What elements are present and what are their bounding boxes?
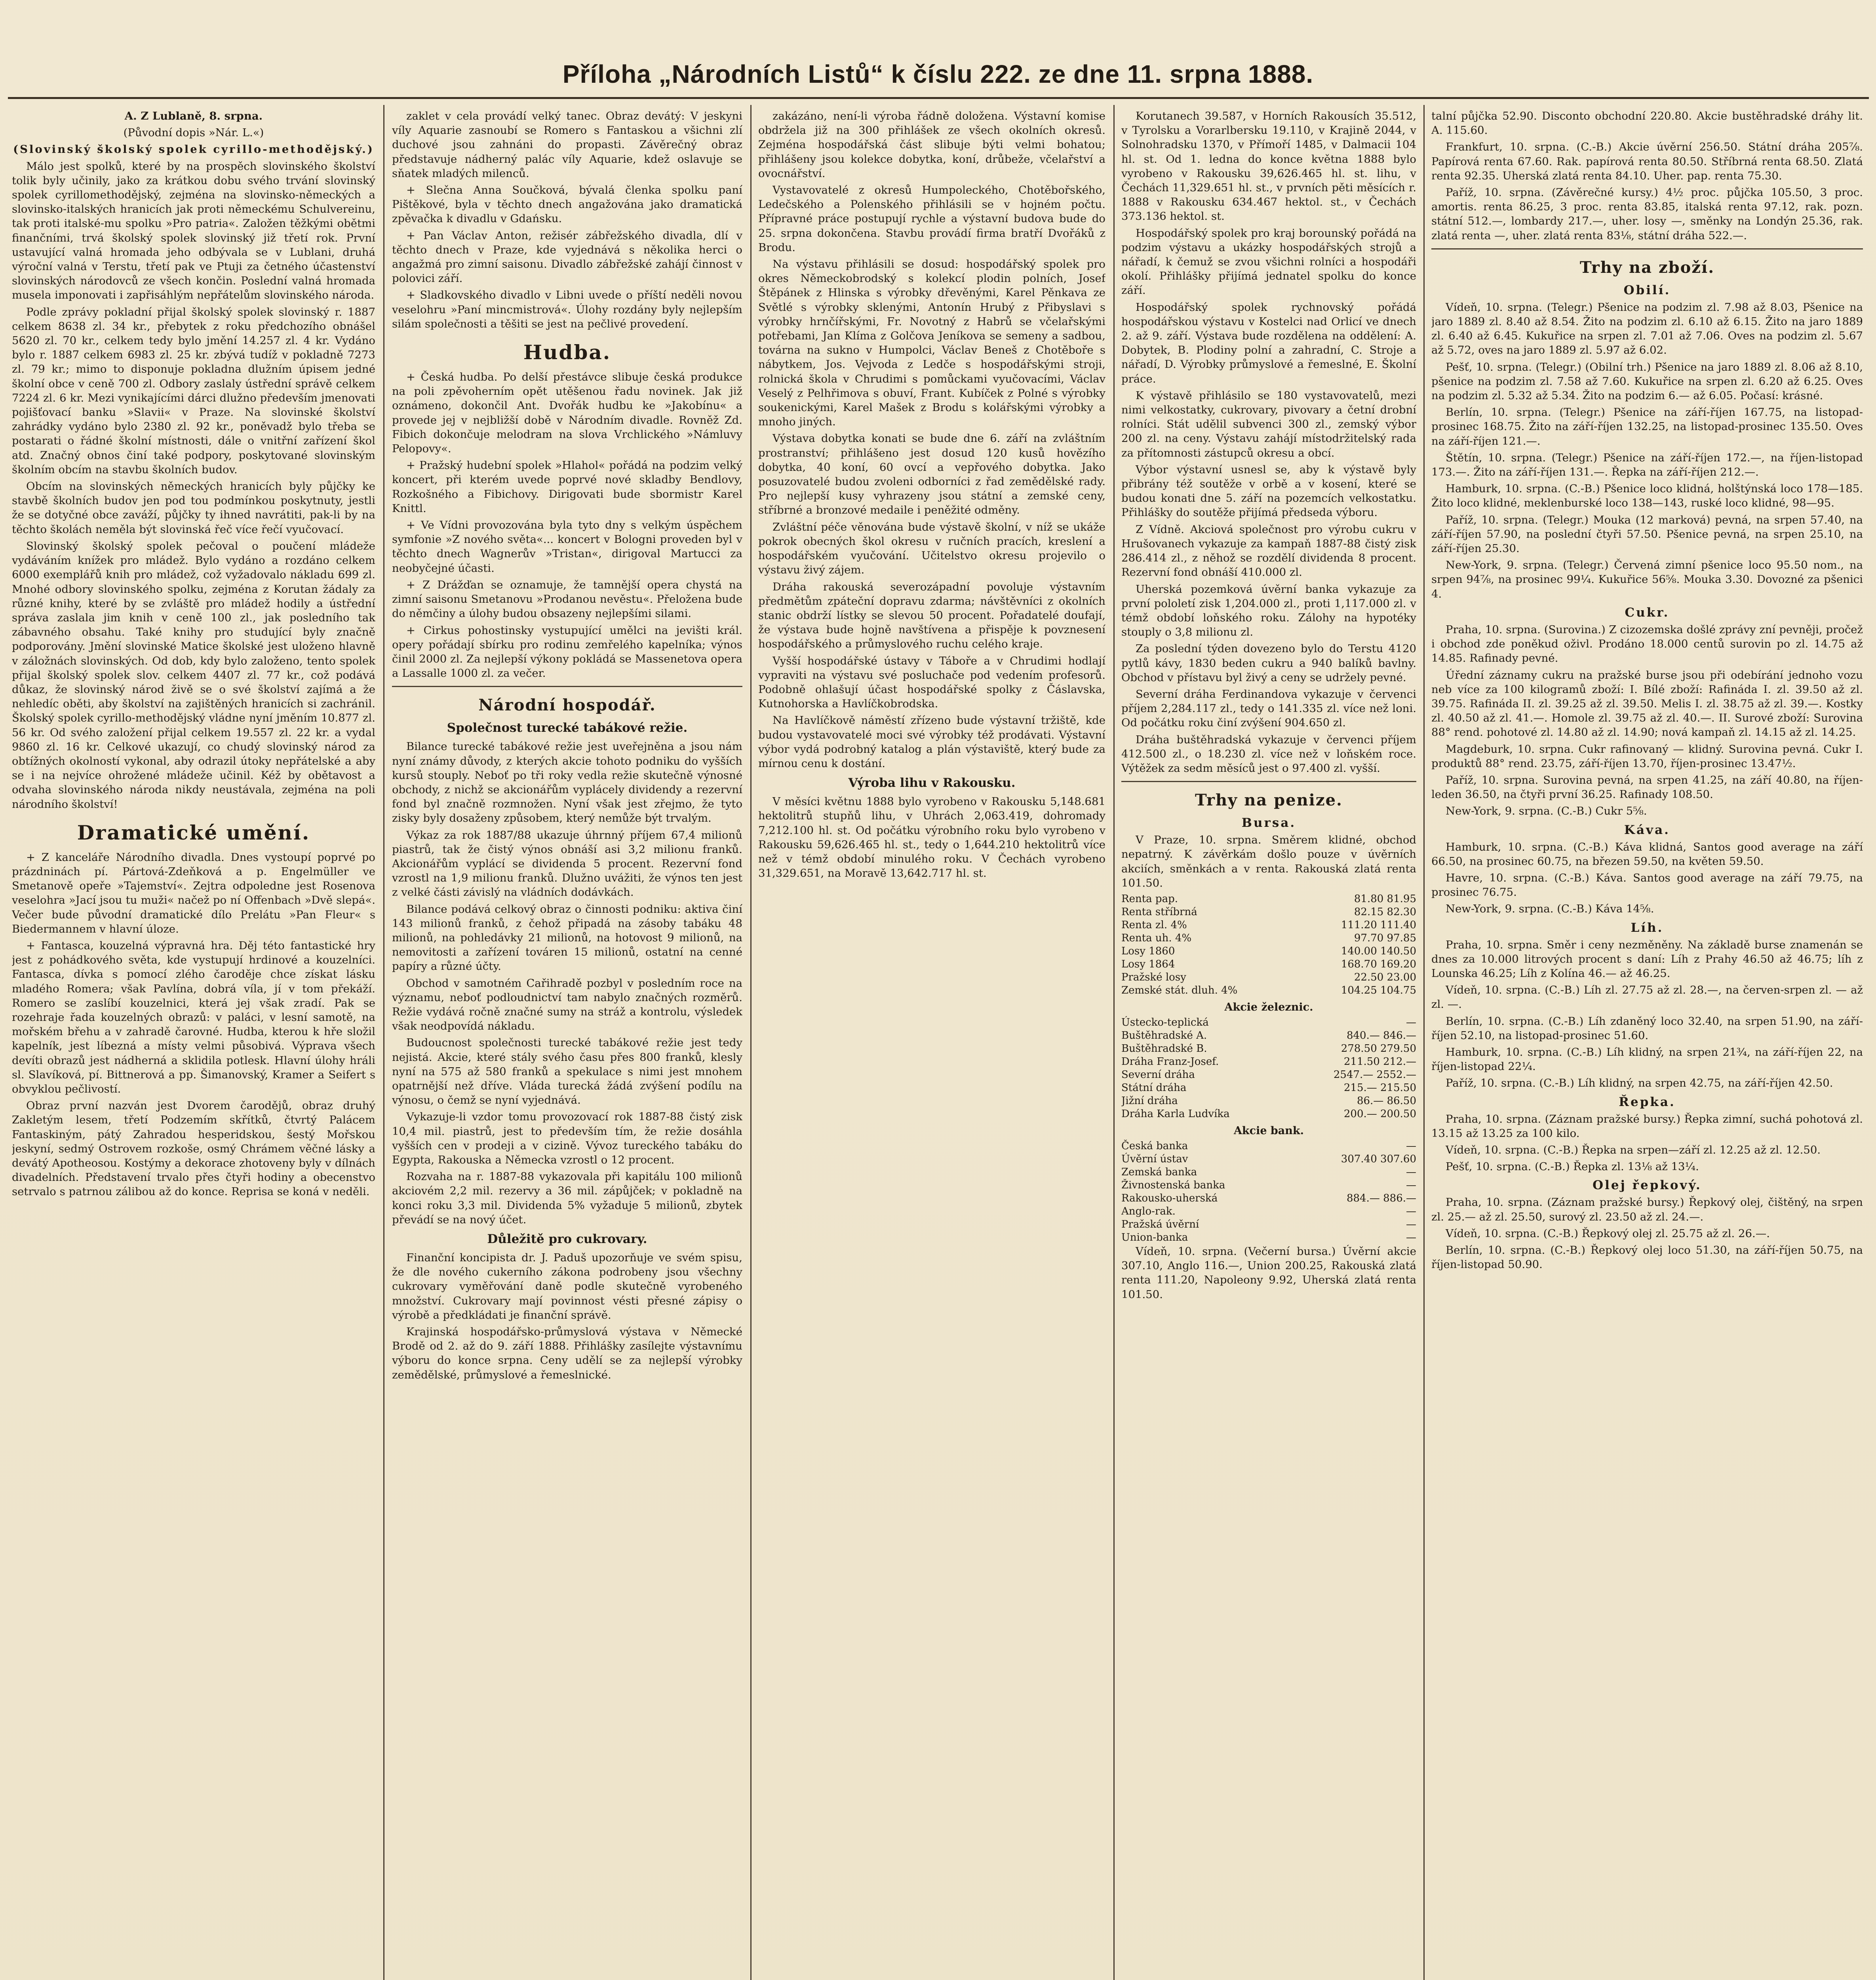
separator: [1121, 781, 1416, 782]
paragraph: Dráha buštěhradská vykazuje v červenci příjem 412.500 zl., o 18.230 zl. více než v loňském roce. Výtěžek za sedm měsíců jest o 97.400 zl. vyšší.: [1121, 733, 1416, 775]
column-5: [1431, 109, 1863, 1980]
paragraph: Zvláštní péče věnována bude výstavě školní, v níž se ukáže pokrok obecných škol okresu v ručních pracích, kreslení a hospodářském vyučování. Učitelstvo okresu projevilo o výstavu živý zájem.: [758, 520, 1105, 577]
column-divider: [1423, 105, 1425, 1980]
paragraph: Berlín, 10. srpna. (C.-B.) Líh zdaněný loco 32.40, na srpen 51.90, na září-říjen 52.10, na listopad-prosinec 51.60.: [1431, 1015, 1863, 1042]
paragraph: New-York, 9. srpna. (C.-B.) Cukr 5⅝.: [1446, 805, 1647, 818]
section-heading-economy: Národní hospodář.: [478, 696, 656, 715]
bank-table: [1121, 1140, 1416, 1244]
paragraph: Vídeň, 10. srpna. (Telegr.) Pšenice na podzim zl. 7.98 až 8.03, Pšenice na jaro 1889 zl. 8.40 až 8.54. Žito na podzim zl. 6.10 až 6.15. Žito na jaro 1889 zl. 6.40 až 6.45. Kukuřice na srpen zl. 7.01 až 7.06. Oves na podzim zl. 5.67 až 5.72, oves na jaro 1889 zl. 5.97 až 6.02.: [1431, 301, 1863, 357]
paragraph: Hamburk, 10. srpna. (C.-B.) Pšenice loco klidná, holštýnská loco 178—185. Žito loco klidné, meklenburské loco 138—143, ruské loco klidné, 98—95.: [1431, 482, 1863, 510]
paragraph: New-York, 9. srpna. (Telegr.) Červená zimní pšenice loco 95.50 nom., na srpen 94⅞, na prosinec 99¼. Kukuřice 56⅝. Mouka 3.30. Dovozné za pšenici 4.: [1431, 559, 1863, 600]
paragraph: Magdeburk, 10. srpna. Cukr rafinovaný — klidný. Surovina pevná. Cukr I. produktů 88° rend. 23.75, září-říjen 13.70, říjen-prosinec 13.47½.: [1431, 742, 1863, 770]
source-note: (Původní dopis »Nár. L.«): [123, 126, 264, 139]
paragraph: Berlín, 10. srpna. (Telegr.) Pšenice na září-říjen 167.75, na listopad-prosinec 168.75. Žito na září-říjen 132.25, na listopad-prosinec 135.50. Oves na září-říjen 121.—.: [1431, 406, 1863, 447]
table-row: Anglo-rak. —: [1121, 1205, 1416, 1217]
subheading-spirit: Líh.: [1631, 920, 1664, 935]
paragraph: + Pan Václav Anton, režisér zábřežského divadla, dlí v těchto dnech v Praze, kde vyjednává s několika herci o angažmá pro zimní saisonu. Divadlo zábřežské zahájí činnost v polovici září.: [392, 229, 742, 285]
paragraph: + Ve Vídni provozována byla tyto dny s velkým úspěchem symfonie »Z nového světa«... koncert v Bologni proveden byl v těchto dnech Wagnerův »Tristan«, dirigoval Martucci za neobyčejné účasti.: [392, 519, 742, 575]
paragraph: Za poslední týden dovezeno bylo do Terstu 4120 pytlů kávy, 1830 beden cukru a 940 balíků bavlny. Obchod v přístavu byl živý a ceny se udržely pevné.: [1121, 642, 1416, 684]
paragraph: Paříž, 10. srpna. (Telegr.) Mouka (12 marková) pevná, na srpen 57.40, na září-říjen 57.90, na poslední čtyři 57.50. Pšenice pevná, na srpen 25.10, na září-říjen 25.30.: [1431, 513, 1863, 555]
subheading-coffee: Káva.: [1624, 822, 1670, 837]
paragraph: Hamburk, 10. srpna. (C.-B.) Káva klidná, Santos good average na září 66.50, na prosinec 60.75, na březen 59.50, na květen 59.50.: [1431, 840, 1863, 868]
paragraph: Bilance turecké tabákové režie jest uveřejněna a jsou nám nyní známy důvody, z kterých akcie tohoto podniku do vyšších kursů stouply. Neboť po tři roky vedla režie skutečně výnosné obchody, z nichž se akcionářům vyplácely dividendy a rezervní fond byl značně rozmnožen. Nyní však jest zřejmo, že tyto zisky byly dosaženy způsobem, který nemůže být trvalým.: [392, 740, 742, 825]
subheading-bourse: Bursa.: [1241, 816, 1296, 830]
column-divider: [383, 105, 384, 1980]
table-row: Losy 1860 140.00 140.50: [1121, 945, 1416, 957]
paragraph: + Sladkovského divadlo v Libni uvede o příští neděli novou veselohru »Paní mincmistrová«. Úlohy rozdány byly nejlepším silám společnosti a těšiti se jest na pečlivé provedení.: [392, 289, 742, 330]
paragraph: Praha, 10. srpna. Směr i ceny nezměněny. Na základě burse znamenán se dnes za 10.000 litrových procent s daní: Líh z Prahy 46.50 až 46.75; líh z Lounska 46.25; Líh z Kolína 46.— až 46.25.: [1431, 938, 1863, 980]
table-row: Union-banka —: [1121, 1231, 1416, 1243]
paragraph: Finanční koncipista dr. J. Paduš upozorňuje ve svém spisu, že dle nového cukerního zákona podrobeny jsou všechny cukrovary vyměřování daně podle skutečně vyrobeného množství. Cukrovary mají povinnost vésti přesné zápisy o výrobě a předkládati je finanční správě.: [392, 1251, 742, 1321]
table-row: Buštěhradské B. 278.50 279.50: [1121, 1042, 1416, 1055]
table-row: Renta uh. 4% 97.70 97.85: [1121, 932, 1416, 944]
separator: [1431, 248, 1863, 249]
table-row: Živnostenská banka —: [1121, 1179, 1416, 1191]
table-row: Severní dráha 2547.— 2552.—: [1121, 1068, 1416, 1081]
paragraph: Paříž, 10. srpna. Surovina pevná, na srpen 41.25, na září 40.80, na říjen-leden 36.50, na čtyři první 36.25. Rafinady 108.50.: [1431, 773, 1863, 801]
paragraph: V měsíci květnu 1888 bylo vyrobeno v Rakousku 5,148.681 hektolitrů stupňů lihu, v Uhrách 2,063.419, dohromady 7,212.100 hl. st. Od počátku výrobního roku bylo vyrobeno v Rakousku 59,626.465 hl. st., tedy o 1,644.210 hektolitrů více než v témž období minulého roku. V Čechách vyrobeno 31,329.651, na Moravě 13,642.717 hl. st.: [758, 795, 1105, 880]
paragraph: Dráha rakouská severozápadní povoluje výstavním předmětům zpáteční dopravu zdarma; návštěvníci z okolních stanic obdrží lístky se slevou 50 procent. Pořadatelé doufají, že výstava bude hojně navštívena a přispěje k povznesení hospodářského a průmyslového ruchu celého kraje.: [758, 580, 1105, 651]
column-divider: [1113, 105, 1115, 1980]
paragraph: + Fantasca, kouzelná výpravná hra. Děj této fantastické hry jest z pohádkového světa, kde vystupují hrdinové a kouzelníci. Fantasca, dívka s pomocí zlého čaroděje chce získat lásku mladého Romera; však Pavlína, dobrá víla, jí v tom překáží. Romero se zaslíbí kouzelnici, která jej však zradí. Pak se rozehraje řada kouzelných obrazů: v paláci, v lesní samotě, na mořském břehu a v zahradě čarovné. Hudba, kterou k hře složil kapelník, jest líbezná a místy velmi působivá. Výprava všech devíti obrazů jest nádherná a sklidila potlesk. Hlavní úlohy hráli sl. Slavíková, pí. Bittnerová a pp. Šimanovský, Kramer a Seifert s obvyklou pečlivostí.: [12, 939, 375, 1095]
table-heading: Akcie bank.: [1233, 1124, 1304, 1137]
column-4: [1121, 109, 1416, 1980]
paragraph: K výstavě přihlásilo se 180 vystavovatelů, mezi nimi velkostatky, cukrovary, pivovary a četní drobní rolníci. Stát udělil subvenci 300 zl., zemský výbor 200 zl. na ceny. Výstavu zahájí místodržitelský rada za přítomnosti zástupců okresu a obcí.: [1121, 389, 1416, 459]
paragraph: Hospodářský spolek pro kraj borounský pořádá na podzim výstavu a ukázky hospodářských strojů a nářadí, k čemuž se zvou všichni rolníci a hospodáři okolí. Přihlášky přijímá jednatel spolku do konce září.: [1121, 227, 1416, 297]
table-row: Renta stříbrná 82.15 82.30: [1121, 906, 1416, 918]
paragraph: Pešť, 10. srpna. (C.-B.) Řepka zl. 13⅛ až 13¼.: [1446, 1160, 1699, 1173]
paragraph: Na Havlíčkově náměstí zřízeno bude výstavní tržiště, kde budou vystavovatelé moci své výrobky též prodávati. Výstavní výbor vydá podrobný katalog a plán výstaviště, který bude za mírnou cenu k dostání.: [758, 714, 1105, 770]
paragraph: + Česká hudba. Po delší přestávce slibuje česká produkce na poli zpěvoherním opět utěšenou řadu novinek. Jak již oznámeno, dokončil Ant. Dvořák hudbu ke »Jakobínu« a provede jej v nejbližší době v Národním divadle. Rovněž Zd. Fibich dokončuje melodram na slova Vrchlického »Námluvy Pelopovy«.: [392, 371, 742, 455]
paragraph: Paříž, 10. srpna. (Závěrečné kursy.) 4½ proc. půjčka 105.50, 3 proc. amortis. renta 86.25, 3 proc. renta 83.85, italská renta 97.12, rak. pozn. státní 512.—, lombardy 217.—, uher. losy —, směnky na Londýn 25.36, rak. zlatá renta —, uher. zlatá renta 83⅛, státní dráha 522.—.: [1431, 186, 1863, 242]
paragraph: Bilance podává celkový obraz o činnosti podniku: aktiva činí 143 milionů franků, z čehož připadá na zásoby tabáku 48 milionů, na pohledávky 21 milionů, na hotovost 9 milionů, na nemovitosti a zařízení továren 15 milionů, ostatní na cenné papíry a různé účty.: [392, 902, 742, 973]
masthead: Příloha „Národních Listů“ k číslu 222. ze dne 11. srpna 1888.: [562, 60, 1314, 88]
paragraph: zaklet v cela provádí velký tanec. Obraz devátý: V jeskyni víly Aquarie zasnoubí se Romero s Fantaskou a všichni zlí duchové jsou zahnáni do propasti. Závěrečný obraz představuje nádherný palác víly Aquarie, kdež oslavuje se sňatek mladých milenců.: [392, 110, 742, 180]
paragraph: Vídeň, 10. srpna. (Večerní bursa.) Úvěrní akcie 307.10, Anglo 116.—, Union 200.25, Rakouská zlatá renta 111.20, Napoleony 9.92, Uherská zlatá renta 101.50.: [1121, 1245, 1416, 1301]
table-row: Úvěrní ústav 307.40 307.60: [1121, 1153, 1416, 1165]
paragraph: V Praze, 10. srpna. Směrem klidné, obchod nepatrný. K závěrkám došlo pouze v úvěrních akciích, směnkách a v renta. Rakouská zlatá renta 101.50.: [1121, 834, 1416, 889]
paragraph: Výkaz za rok 1887/88 ukazuje úhrnný příjem 67,4 milionů piastrů, tak že čistý výnos obnáší asi 3,2 milionu franků. Akcionářům vyplácí se dividenda 5 procent. Rezervní fond vzrostl na 1,9 milionu franků. Dlužno uvážiti, že výnos ten jest z velké části závislý na vládních dodávkách.: [392, 828, 742, 899]
paragraph: Praha, 10. srpna. (Záznam pražské bursy.) Řepka zimní, suchá pohotová zl. 13.15 až 13.25 za 100 kilo.: [1431, 1112, 1863, 1140]
paragraph: Na výstavu přihlásili se dosud: hospodářský spolek pro okres Německobrodský s kolekcí plodin polních, Josef Štěpánek z Hlinska s výrobky dřevěnými, Karel Pěnkava ze Světlé s výrobky sklenými, Antonín Hrubý z Přibyslavi s výrobky hrnčířskými, Fr. Novotný z Habrů se včelařskými potřebami, Jan Klíma z Golčova Jeníkova se semeny a sadbou, továrna na sukno v Humpolci, Václav Beneš z Chotěboře s nábytkem, Jos. Vejvoda z Ledče s hospodářskými stroji, rolnická škola v Chrudimi s pomůckami vyučovacími, Václav Veselý z Pelhřimova s obuví, Frant. Kubíček z Polné s výrobky soukenickými, Karel Mašek z Brodu s kolářskými výrobky a mnoho jiných.: [758, 258, 1105, 428]
paragraph: Uherská pozemková úvěrní banka vykazuje za první pololetí zisk 1,204.000 zl., proti 1,117.000 zl. v témž období loňského roku. Zálohy na hypotéky stouply o 3,8 milionu zl.: [1121, 583, 1416, 639]
paragraph: Praha, 10. srpna. (Surovina.) Z cizozemska došlé zprávy zní pevněji, pročež i obchod zde poněkud oživl. Prodáno 18.000 centů surovin po zl. 14.75 až 14.85. Rafinady pevné.: [1431, 623, 1863, 665]
paragraph: Severní dráha Ferdinandova vykazuje v červenci příjem 2,284.117 zl., tedy o 141.335 zl. více než loni. Od počátku roku činí zvýšení 904.650 zl.: [1121, 687, 1416, 729]
paragraph: Budoucnost společnosti turecké tabákové režie jest tedy nejistá. Akcie, které stály svého času přes 800 franků, klesly nyní na 575 až 580 franků a spekulace s nimi jest mnohem opatrnější než dříve. Vláda turecká žádá zvýšení podílu na výnosu, o čemž se nyní vyjednává.: [392, 1036, 742, 1107]
paragraph: Vyšší hospodářské ústavy v Táboře a v Chrudimi hodlají vypraviti na výstavu své posluchače pod vedením profesorů. Podobně ohlašují účast hospodářské spolky z Čáslavska, Kutnohorska a Havlíčkobrodska.: [758, 654, 1105, 710]
paragraph: + Slečna Anna Součková, bývalá členka spolku paní Pištěkové, byla v těchto dnech angažována jako dramatická zpěvačka k divadlu v Gdańsku.: [392, 184, 742, 225]
paragraph: Rozvaha na r. 1887-88 vykazovala při kapitálu 100 milionů akciovém 2,2 mil. rezervy a 36 mil. zápůjček; v pokladně na konci roku 3,3 mil. Dividenda 5% vyžaduje 5 milionů, zbytek převádí se na nový účet.: [392, 1170, 742, 1226]
paragraph: Štětín, 10. srpna. (Telegr.) Pšenice na září-říjen 172.—, na říjen-listopad 173.—. Žito na září-říjen 131.—. Řepka na září-říjen 212.—.: [1431, 451, 1863, 479]
column-1: [12, 109, 375, 1980]
paragraph: + Pražský hudební spolek »Hlahol« pořádá na podzim velký koncert, při kterém uvede poprvé nové skladby Bendlovy, Rozkošného a Fibichovy. Dirigovati bude sbormistr Karel Knittl.: [392, 459, 742, 515]
paragraph: Podle zprávy pokladní přijal školský spolek slovinský r. 1887 celkem 8638 zl. 34 kr., přebytek z roku předchozího obnášel 5620 zl. 70 kr., celkem tedy bylo jmění 14.257 zl. 4 kr. Vydáno bylo r. 1887 celkem 6983 zl. 25 kr. zbývá tudíž v pokladně 7273 zl. 79 kr.; mimo to disponuje pokladna dlužním úpisem jedné školní obce v ceně 700 zl. Odbory zaslaly ústřední správě celkem 7224 zl. 6 kr. Mezi vynikajícími dárci dlužno především jmenovati pojišťovací banku »Slavii« v Praze. Na slovinské školství zahrádky vydáno bylo 2380 zl. 92 kr., poněvadž bylo třeba se postarati o řádné školní místnosti, dále o vnitřní zařízení škol atd. Značný obnos činí také podpory, poskytované slovinským školním obcím na stavbu školních budov.: [12, 305, 375, 476]
article-headline: (Slovinský školský spolek cyrillo-methodějský.): [13, 143, 374, 156]
table-row: Ústecko-teplická —: [1121, 1016, 1416, 1028]
paragraph: Korutanech 39.587, v Horních Rakousích 35.512, v Tyrolsku a Vorarlbersku 19.110, v Krajině 2044, v Solnohradsku 1370, v Přímoří 1485, v Dalmacii 104 hl. st. Od 1. ledna do konce května 1888 bylo vyrobeno v Rakousku 39,626.465 hl. st. lihu, v Čechách 11,329.651 hl. st., v prvních pěti měsících r. 1888 v Rakousku 634.467 hektol. st., v Čechách 373.136 hektol. st.: [1121, 110, 1416, 223]
subheading-sugar: Cukr.: [1625, 605, 1670, 620]
paragraph: Obchod v samotném Cařihradě pozbyl v posledním roce na významu, neboť podloudnictví tam nabylo značných rozměrů. Režie vydává ročně značné sumy na stráž a kontrolu, výsledek však neodpovídá nákladu.: [392, 977, 742, 1033]
paragraph: Hospodářský spolek rychnovský pořádá hospodářskou výstavu v Kostelci nad Orlicí ve dnech 2. až 9. září. Výstava bude rozdělena na oddělení: A. Dobytek, B. Plodiny polní a zahradní, C. Stroje a nářadí, D. Výrobky průmyslové a řemeslné, E. Školní práce.: [1121, 301, 1416, 385]
paragraph: Praha, 10. srpna. (Záznam pražské bursy.) Řepkový olej, čištěný, na srpen zl. 25.— až zl. 25.50, surový zl. 23.50 až zl. 24.—.: [1431, 1196, 1863, 1223]
section-heading-money: Trhy na penize.: [1195, 791, 1343, 810]
article-subheading: Společnost turecké tabákové režie.: [447, 721, 688, 735]
railway-table: [1121, 1016, 1416, 1121]
section-heading-music: Hudba.: [523, 341, 611, 364]
table-row: Státní dráha 215.— 215.50: [1121, 1081, 1416, 1094]
paragraph: Pešť, 10. srpna. (Telegr.) (Obilní trh.) Pšenice na jaro 1889 zl. 8.06 až 8.10, pšenice na podzim zl. 7.58 až 7.60. Kukuřice na srpen zl. 6.20 až 6.25. Oves na podzim zl. 5.32 až 5.34. Žito na podzim 6.— až 6.05. Počasí: krásné.: [1431, 360, 1863, 402]
paragraph: Výbor výstavní usnesl se, aby k výstavě byly přibrány též soutěže v orbě a v kosení, které se budou konati dne 5. září na pozemcích velkostatku. Přihlášky do soutěže přijímá předseda výboru.: [1121, 463, 1416, 519]
paragraph: Z Vídně. Akciová společnost pro výrobu cukru v Hrušovanech vykazuje za kampaň 1887-88 čistý zisk 286.414 zl., z něhož se rozdělí dividenda 8 procent. Rezervní fond obnáší 410.000 zl.: [1121, 523, 1416, 579]
paragraph: New-York, 9. srpna. (C.-B.) Káva 14⅝.: [1446, 902, 1654, 916]
paragraph: Vykazuje-li vzdor tomu provozovací rok 1887-88 čistý zisk 10,4 mil. piastrů, jest to především tím, že režie dosáhla vyšších cen v prodeji a v cizině. Vývoz tureckého tabáku do Egypta, Rakouska a Německa vzrostl o 12 procent.: [392, 1110, 742, 1166]
paragraph: Výstava dobytka konati se bude dne 6. září na zvláštním prostranství; přihlášeno jest dosud 120 kusů hovězího dobytka, 40 koní, 60 ovcí a vepřového dobytka. Jako posuzovatelé budou zvoleni odborníci z řad zemědělské rady. Pro nejlepší kusy vyhrazeny jsou státní a zemské ceny, stříbrné a bronzové medaile i peněžité odměny.: [758, 432, 1105, 517]
table-row: Renta pap. 81.80 81.95: [1121, 893, 1416, 905]
table-row: Zemská banka —: [1121, 1166, 1416, 1178]
article-subheading: Důležitě pro cukrovary.: [487, 1232, 647, 1247]
paragraph: Slovinský školský spolek pečoval o poučení mládeže vydáváním knížek pro mládež. Bylo vydáno a rozdáno celkem 6000 exemplářů knih pro mládež, což vyžadovalo nákladu 699 zl. Mnohé odbory slovinského spolku, zejména z Korutan žádaly za různé knihy, které by se zvláště pro mládež hodily a ústřední správa zaslala jim knih v ceně 100 zl., jak posledního tak zábavného obsahu. Také knihy pro studující byly značně podporovány. Jmění slovinské Matice školské jest uloženo hlavně v záložnách slovinských. Od dob, kdy bylo založeno, tento spolek přijal školský spolek slov. celkem 4407 zl. 77 kr., což podává důkaz, že slovinský národ živě se o své školství zajímá a že nehledíc oběti, aby školství na zajištěných hranicích si zachránil. Školský spolek cyrillo-methodějský vládne nyní jměním 10.877 zl. 56 kr. Od svého založení přijal celkem 19.557 zl. 22 kr. a vydal 9860 zl. 16 kr. Celkové ukazují, co chudý slovinský národ za obtížných okolností vykonal, aby odrazil útoky nepřátelské a aby se i na nejvíce ohrožené mládeže učinil. Kéž by obětavost a odvaha slovinského národa nikdy neustávala, zejména na poli národního školství!: [12, 539, 375, 811]
paragraph: Paříž, 10. srpna. (C.-B.) Líh klidný, na srpen 42.75, na září-říjen 42.50.: [1446, 1077, 1833, 1090]
table-row: Jižní dráha 86.— 86.50: [1121, 1095, 1416, 1107]
article-subheading: Výroba lihu v Rakousku.: [848, 776, 1016, 790]
column-divider: [750, 105, 752, 1980]
section-heading-drama: Dramatické umění.: [77, 821, 310, 844]
dateline: A. Z Lublaně, 8. srpna.: [124, 110, 263, 122]
table-row: Pražská úvěrní —: [1121, 1218, 1416, 1230]
paragraph: Hamburk, 10. srpna. (C.-B.) Líh klidný, na srpen 21¾, na září-říjen 22, na říjen-listopad 22¼.: [1431, 1045, 1863, 1073]
column-2: [392, 109, 742, 1980]
table-heading: Akcie železnic.: [1224, 1001, 1313, 1013]
column-3: [758, 109, 1105, 1980]
table-row: Česká banka —: [1121, 1140, 1416, 1152]
subheading-rape: Řepka.: [1619, 1095, 1676, 1109]
paragraph: Vídeň, 10. srpna. (C.-B.) Řepkový olej zl. 25.75 až zl. 26.—.: [1446, 1227, 1770, 1240]
table-row: Dráha Karla Ludvíka 200.— 200.50: [1121, 1108, 1416, 1120]
paragraph: Vídeň, 10. srpna. (C.-B.) Líh zl. 27.75 až zl. 28.—, na červen-srpen zl. — až zl. —.: [1431, 984, 1863, 1011]
paragraph: Obcím na slovinských německých hranicích byly půjčky ke stavbě školních budov jen pod tou podmínkou poskytnuty, jestli že se dotyčné obce zaváží, půjčky ty ihned navrátiti, pak-li by na těchto školách neměla být slovinská řeč více řečí vyučovací.: [12, 480, 375, 536]
paragraph: Frankfurt, 10. srpna. (C.-B.) Akcie úvěrní 256.50. Státní dráha 205⅞. Papírová renta 67.60. Rak. papírová renta 80.50. Stříbrná renta 68.50. Zlatá renta 92.35. Uherská zlatá renta 84.10. Uher. pap. renta 75.30.: [1431, 141, 1863, 182]
paragraph: Obraz první nazván jest Dvorem čarodějů, obraz druhý Zakletým lesem, třetí Podzemím skřítků, čtvrtý Palácem Fantaskiným, pátý Zahradou hesperidskou, šestý Mořskou jeskyní, sedmý Ostrovem rozkoše, osmý Chrámem věčné lásky a devátý Apotheosou. Kostýmy a dekorace zhotoveny byly v dílnách divadelních. Představení trvalo přes čtyři hodiny a obecenstvo setrvalo s patrnou zálibou až do konce. Reprisa se koná v neděli.: [12, 1099, 375, 1198]
section-heading-goods: Trhy na zboží.: [1579, 258, 1715, 277]
paragraph: Havre, 10. srpna. (C.-B.) Káva. Santos good average na září 79.75, na prosinec 76.75.: [1431, 871, 1863, 899]
table-row: Zemské stát. dluh. 4% 104.25 104.75: [1121, 984, 1416, 996]
table-row: Pražské losy 22.50 23.00: [1121, 971, 1416, 983]
paragraph: Úřední záznamy cukru na pražské burse jsou při odebírání jednoho vozu neb více za 100 kilogramů zboží: I. Bílé zboží: Rafináda I. zl. 39.50 až zl. 39.75. Rafináda II. zl. 39.25 až zl. 39.50. Melis I. zl. 38.75 až zl. 39.—. Kostky zl. 40.50 až zl. 41.—. Homole zl. 39.75 až zl. 40.—. II. Surové zboží: Surovina 88° rend. pohotové zl. 14.80 až zl. 14.90; nová kampaň zl. 14.15 až zl. 14.25.: [1431, 668, 1863, 739]
table-row: Renta zl. 4% 111.20 111.40: [1121, 919, 1416, 931]
paragraph: talní půjčka 52.90. Disconto obchodní 220.80. Akcie bustěhradské dráhy lit. A. 115.60.: [1431, 110, 1863, 137]
paragraph: + Cirkus pohostinsky vystupující umělci na jevišti král. opery pořádají sbírku pro rodinu zemřelého kapelníka; výnos činil 2000 zl. Za nejlepší výkony pokládá se Massenetova opera a Lassalle 1000 zl. za večer.: [392, 624, 742, 680]
paragraph: + Z Drážďan se oznamuje, že tamnější opera chystá na zimní saisonu Smetanovu »Prodanou nevěstu«. Přeložena bude do němčiny a úlohy budou obsazeny nejlepšími silami.: [392, 578, 742, 620]
subheading-grain: Obilí.: [1623, 283, 1671, 297]
paragraph: Vídeň, 10. srpna. (C.-B.) Řepka na srpen—září zl. 12.25 až zl. 12.50.: [1446, 1143, 1821, 1156]
paragraph: + Z kanceláře Národního divadla. Dnes vystoupí poprvé po prázdninách pí. Pártová-Zdeňková a p. Engelmüller ve Smetanově opeře »Tajemství«. Zejtra odpoledne jest Rosenova veselohra »Jací jsou tu muži« načež po ní Offenbach »Dvě slepá«. Večer bude původní dramatické dílo Prelátu »Pan Fleur« s Biedermannem v hlavní úloze.: [12, 851, 375, 935]
rent-table: [1121, 893, 1416, 997]
masthead-rule: [8, 97, 1869, 99]
table-row: Rakousko-uherská 884.— 886.—: [1121, 1192, 1416, 1204]
paragraph: Krajinská hospodářsko-průmyslová výstava v Německé Brodě od 2. až do 9. září 1888. Přihlášky zasílejte výstavnímu výboru do konce srpna. Ceny udělí se za nejlepší výrobky zemědělské, průmyslové a řemeslnické.: [392, 1325, 742, 1381]
table-row: Dráha Franz-Josef. 211.50 212.—: [1121, 1055, 1416, 1068]
paragraph: Berlín, 10. srpna. (C.-B.) Řepkový olej loco 51.30, na září-říjen 50.75, na říjen-listopad 50.90.: [1431, 1244, 1863, 1271]
paragraph: Vystavovatelé z okresů Humpoleckého, Chotěbořského, Ledečského a Polenského přihlásili se v hojném počtu. Přípravné práce postupují rychle a výstavní budova bude do 25. srpna dokončena. Stavbu provádí firma bratří Dvořáků z Brodu.: [758, 184, 1105, 254]
paragraph: zakázáno, není-li výroba řádně doložena. Výstavní komise obdržela již na 300 přihlášek ze všech okolních okresů. Zejména hospodářská část slibuje býti velmi bohatou; přihlášeny jsou kolekce dobytka, koní, drůbeže, včelařství a ovocnářství.: [758, 110, 1105, 180]
separator: [392, 686, 742, 687]
table-row: Buštěhradské A. 840.— 846.—: [1121, 1029, 1416, 1041]
table-row: Losy 1864 168.70 169.20: [1121, 958, 1416, 970]
subheading-oil: Olej řepkový.: [1593, 1178, 1702, 1193]
paragraph: Málo jest spolků, které by na prospěch slovinského školství tolik byly učinily, jako za krátkou dobu svého trvání slovinský spolek cyrillomethodějský, zejména na slovinsko-německých a slovinsko-italských hranicích jak proti německému Schulvereinu, tak proti italské-mu spolku »Pro patria«. Založen těžkými obětmi finančními, trvá školský spolek slovinský již třetí rok. První ustavující valná hromada jeho odbývala se v Lublani, druhá výroční valná v Terstu, třetí pak ve Ptuji za četného účastenství slovinských národovců ze všech končin. Poslední valná hromada musela imponovati i zapřisáhlým nepřátelům slovinského národa.: [12, 160, 375, 302]
